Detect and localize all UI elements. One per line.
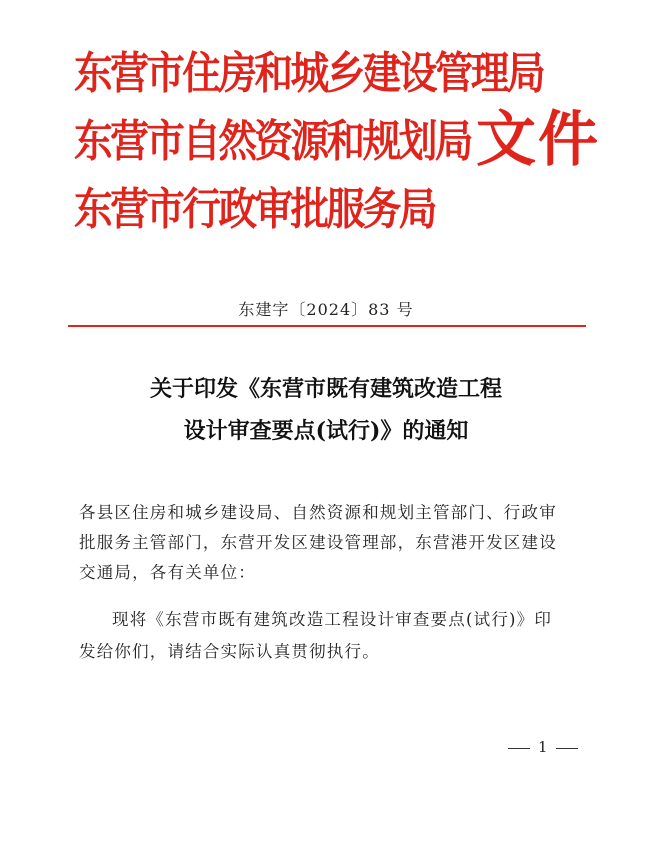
document-title-line-1: 关于印发《东营市既有建筑改造工程: [149, 376, 502, 402]
issuer-natural-resources-bureau: 东营市自然资源和规划局: [74, 116, 471, 167]
recipients-line-2: 批服务主管部门，东营开发区建设管理部，东营港开发区建设: [79, 533, 557, 552]
page-number-dash-left: [508, 748, 530, 749]
page-number-footer: [500, 738, 586, 756]
issuer-housing-bureau: 东营市住房和城乡建设管理局: [74, 48, 544, 99]
body-line-1: 现将《东营市既有建筑改造工程设计审查要点(试行)》印: [112, 610, 553, 629]
page-number: 1: [538, 738, 548, 756]
recipients-line-1: 各县区住房和城乡建设局、自然资源和规划主管部门、行政审: [79, 503, 557, 522]
document-title-line-2: 设计审查要点(试行)》的通知: [183, 418, 469, 444]
body-paragraph: [79, 604, 594, 668]
recipients-line-3: 交通局，各有关单位：: [79, 563, 256, 582]
document-type-label: 文件: [476, 105, 600, 175]
body-line-2: 发给你们，请结合实际认真贯彻执行。: [79, 642, 380, 661]
document-number: 东建字〔2024〕83 号: [238, 300, 414, 319]
recipients-block: [79, 498, 594, 588]
page-number-dash-right: [556, 748, 578, 749]
issuer-administrative-approval-bureau: 东营市行政审批服务局: [74, 184, 435, 235]
red-divider: [68, 325, 586, 327]
